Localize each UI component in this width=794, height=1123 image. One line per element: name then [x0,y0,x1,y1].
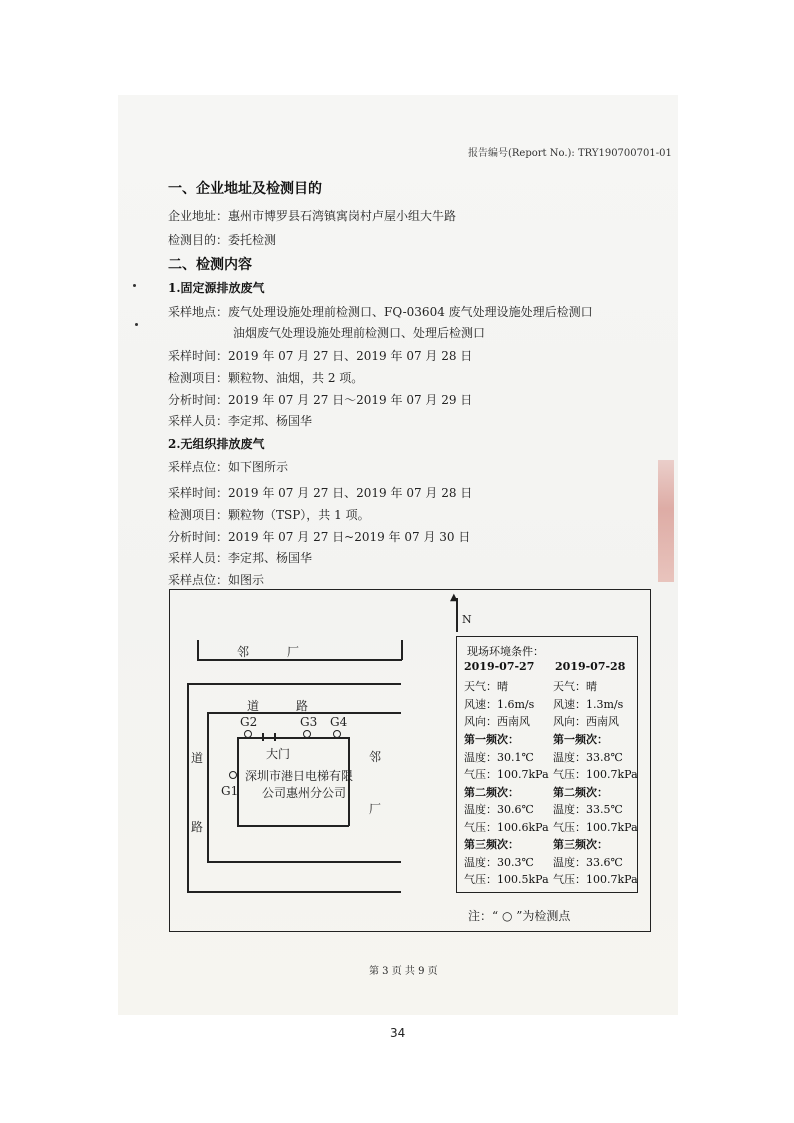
page-footer: 第 3 页 共 9 页 [369,966,438,977]
env-col1-round1-pressure: 气压：100.7kPa [464,768,549,781]
neighbor-top-left [197,640,199,660]
road-outer-bottom [187,891,401,893]
fugitive-title: 2.无组织排放废气 [168,437,265,451]
road-outer-left [187,683,189,892]
company-name-2: 公司惠州分公司 [262,786,347,800]
map-note: 注：“ ○ ”为检测点 [468,909,571,923]
red-seal-stamp [658,460,674,582]
road-inner-left [207,712,209,862]
north-label: N [462,613,472,626]
fugitive-sample-staff: 采样人员：李定邦、杨国华 [168,551,313,565]
company-name-1: 深圳市港日电梯有限 [245,769,354,783]
neighbor-top-label-1: 邻 [237,645,250,659]
enterprise-address: 企业地址：惠州市博罗县石湾镇寓岗村卢屋小组大牛路 [168,209,457,223]
env-col1-round1-temp: 温度：30.1℃ [464,751,534,764]
env-col2-weather: 天气：晴 [553,680,597,693]
env-col2-round2-temp: 温度：33.5℃ [553,803,623,816]
fixed-sample-time: 采样时间：2019 年 07 月 27 日、2019 年 07 月 28 日 [168,349,473,363]
road-outer-top [187,683,401,685]
env-col2-round3-temp: 温度：33.6℃ [553,856,623,869]
section1-title: 一、企业地址及检测目的 [168,181,322,197]
env-col1-wind-dir: 风向：西南风 [464,715,530,728]
env-col1-wind-speed: 风速：1.6m/s [464,698,535,711]
gate-mark-left [262,733,264,741]
env-col1-round2-pressure: 气压：100.6kPa [464,821,549,834]
g4-point-icon [333,730,341,738]
fugitive-sample-time: 采样时间：2019 年 07 月 27 日、2019 年 07 月 28 日 [168,486,473,500]
g3-point-icon [303,730,311,738]
fixed-analysis-time: 分析时间：2019 年 07 月 27 日～2019 年 07 月 29 日 [168,393,473,407]
env-col1-weather: 天气：晴 [464,680,508,693]
env-col2-round1: 第一频次： [553,733,608,746]
g1-point-icon [229,771,237,779]
road-top-label-1: 道 [247,699,260,713]
road-left-label-2: 路 [191,820,204,834]
plant-left [237,737,239,826]
north-arrow-icon: ▲ [450,592,458,603]
gate-label: 大门 [266,747,291,761]
scan-speck [133,284,136,287]
fixed-sample-staff: 采样人员：李定邦、杨国华 [168,414,313,428]
fixed-test-items: 检测项目：颗粒物、油烟，共 2 项。 [168,371,364,385]
fugitive-sample-points: 采样点位：如下图所示 [168,460,289,474]
env-col2-round3: 第三频次： [553,838,608,851]
g1-label: G1 [221,784,239,798]
neighbor-top-line [197,659,402,661]
env-col1-date: 2019-07-27 [464,660,535,673]
env-col1-round3-pressure: 气压：100.5kPa [464,873,549,886]
env-col2-wind-speed: 风速：1.3m/s [553,698,624,711]
g3-label: G3 [300,715,318,729]
test-purpose: 检测目的：委托检测 [168,233,277,247]
env-col1-round3: 第三频次： [464,838,519,851]
env-col1-round3-temp: 温度：30.3℃ [464,856,534,869]
fixed-sample-site-1: 采样地点：废气处理设施处理前检测口、FQ-03604 废气处理设施处理后检测口 [168,305,593,319]
env-col2-round2-pressure: 气压：100.7kPa [553,821,638,834]
fugitive-test-items: 检测项目：颗粒物（TSP），共 1 项。 [168,508,370,522]
road-left-label-1: 道 [191,751,204,765]
env-col2-round1-pressure: 气压：100.7kPa [553,768,638,781]
g2-point-icon [244,730,252,738]
fixed-source-title: 1.固定源排放废气 [168,281,265,295]
neighbor-right-label-2: 厂 [369,802,382,816]
fugitive-analysis-time: 分析时间：2019 年 07 月 27 日~2019 年 07 月 30 日 [168,530,471,544]
scan-speck [135,323,138,326]
env-col1-round2-temp: 温度：30.6℃ [464,803,534,816]
env-col2-round1-temp: 温度：33.8℃ [553,751,623,764]
report-number: 报告编号(Report No.): TRY190700701-01 [468,148,672,159]
road-top-label-2: 路 [296,699,309,713]
neighbor-top-label-2: 厂 [287,645,300,659]
env-col2-round3-pressure: 气压：100.7kPa [553,873,638,886]
env-title: 现场环境条件： [467,645,544,658]
neighbor-right-label-1: 邻 [369,750,382,764]
env-col2-round2: 第二频次： [553,786,608,799]
page-number: 34 [390,1026,406,1040]
fugitive-sample-points-2: 采样点位：如图示 [168,573,265,587]
north-arrow-shaft [456,598,458,632]
env-col1-round2: 第二频次： [464,786,519,799]
env-col2-date: 2019-07-28 [555,660,626,673]
road-inner-bottom [207,861,401,863]
env-col2-wind-dir: 风向：西南风 [553,715,619,728]
plant-bottom [237,825,349,827]
g4-label: G4 [330,715,348,729]
gate-mark-right [274,733,276,741]
env-col1-round1: 第一频次： [464,733,519,746]
section2-title: 二、检测内容 [168,257,252,273]
plant-top [237,737,349,739]
g2-label: G2 [240,715,258,729]
neighbor-top-right [401,640,403,660]
fixed-sample-site-2: 油烟废气处理设施处理前检测口、处理后检测口 [233,326,486,340]
